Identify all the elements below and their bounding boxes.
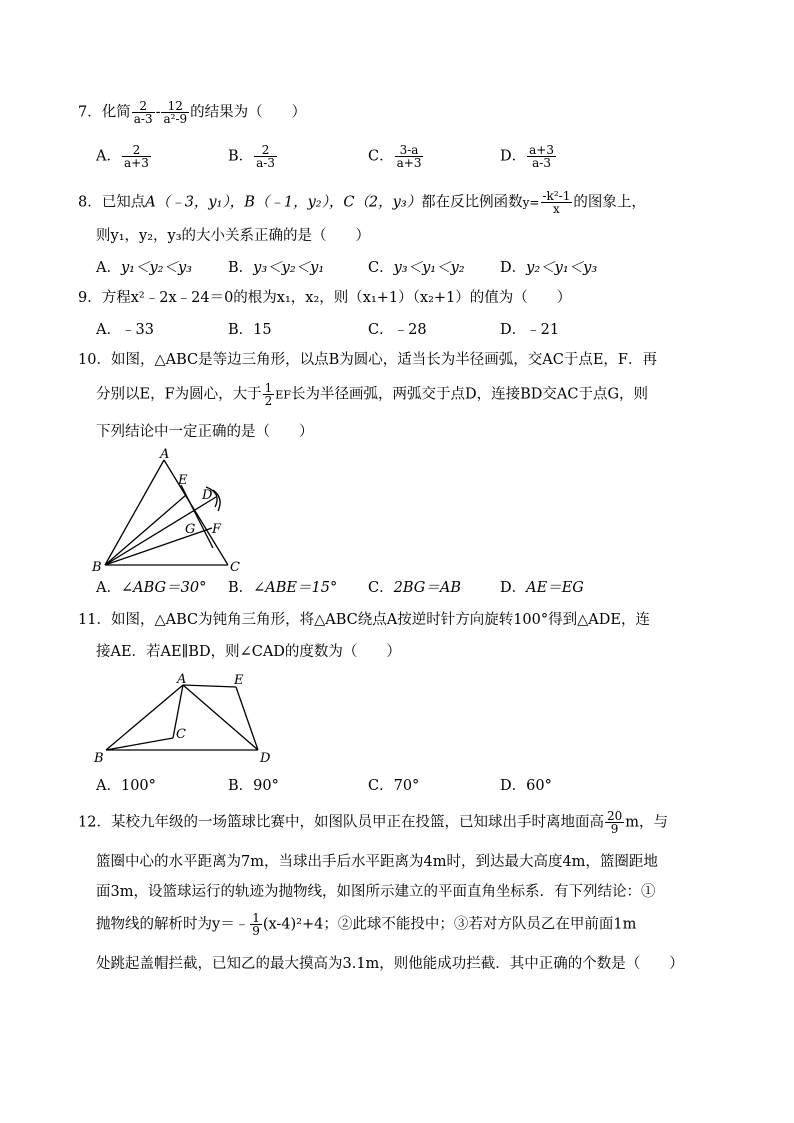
- q8-option-c: C．y₃＜y₁＜y₂: [368, 260, 465, 276]
- question-12-line-2: 篮圈中心的水平距离为7m，当球出手后水平距离为4m时，到达最大高度4m，篮圈距地: [96, 854, 658, 870]
- fraction: $\frac{\text{-k²-1}}{x}$: [542, 189, 571, 216]
- question-12-line-3: 面3m，设篮球运行的轨迹为抛物线，如图所示建立的平面直角坐标系．有下列结论：①: [96, 884, 656, 900]
- label-c: C: [176, 727, 186, 742]
- q10-option-d: D．AE＝EG: [500, 580, 584, 596]
- side-ab: [106, 685, 183, 750]
- question-11: [78, 610, 650, 630]
- question-10-line-2: 分别以E，F为圆心，大于 $\frac{1}{2}$ EF长为半径画弧，两弧交于点D，连接BD交AC于点G，则: [96, 381, 649, 408]
- segment-bd: [105, 497, 216, 565]
- q11-option-a: A．100°: [96, 778, 156, 794]
- fraction: $\frac{1}{9}$: [252, 911, 260, 938]
- q11-figure: [88, 670, 278, 770]
- question-number: 10．: [78, 352, 111, 368]
- label-d: D: [260, 751, 271, 766]
- fraction: $\frac{2}{a-3}$: [133, 99, 153, 126]
- q9-option-b: B．15: [228, 322, 272, 338]
- q7-option-b: B． $\frac{2}{a-3}$: [228, 143, 275, 170]
- side-bc: [106, 738, 173, 750]
- segment-be: [105, 495, 186, 565]
- question-text: 如图，△ABC为钝角三角形，将△ABC绕点A按逆时针方向旋转100°得到△ADE，连: [110, 612, 650, 628]
- label-f: F: [212, 522, 222, 537]
- question-7: 7．化简 $\frac{2}{a-3}$ - $\frac{12}{\text{a²-9}}$ 的结果为（ ）: [78, 99, 307, 126]
- label-d: D: [202, 488, 213, 503]
- q10-option-a: A．∠ABG＝30°: [96, 580, 207, 596]
- question-number: 11．: [78, 612, 111, 628]
- question-number: 12．: [78, 814, 111, 831]
- q7-option-a: A． $\frac{2}{a+3}$: [96, 143, 149, 170]
- label-c: C: [230, 560, 240, 573]
- question-12-line-5: 处跳起盖帽拦截，已知乙的最大摸高为3.1m，则他能成功拦截．其中正确的个数是（ ）: [96, 956, 684, 972]
- question-10: [78, 350, 657, 370]
- label-g: G: [185, 522, 196, 537]
- label-e: E: [234, 673, 244, 688]
- question-10-line-3: 下列结论中一定正确的是（ ）: [96, 424, 314, 440]
- fraction: $\frac{20}{9}$: [606, 809, 623, 836]
- q8-option-d: D．y₂＜y₁＜y₃: [500, 260, 598, 276]
- question-number: 9．: [78, 290, 102, 306]
- fraction: $\frac{1}{2}$: [264, 381, 273, 408]
- label-b: B: [92, 560, 102, 573]
- question-number: 8．: [78, 194, 102, 211]
- q10-option-b: B．∠ABE＝15°: [228, 580, 338, 596]
- q7-option-d: D． $\frac{a+3}{a-3}$: [500, 143, 554, 170]
- q9-option-a: A．﹣33: [96, 322, 154, 338]
- question-9: [78, 288, 571, 308]
- question-text: 方程x²﹣2x﹣24＝0的根为x₁，x₂，则（x₁+1）（x₂+1）的值为（ ）: [101, 290, 572, 306]
- side-ab: [105, 460, 164, 565]
- fraction: $\frac{12}{\text{a²-9}}$: [163, 99, 188, 126]
- question-text: 的结果为（ ）: [190, 104, 307, 121]
- q11-option-c: C．70°: [368, 778, 420, 794]
- segment-bf: [105, 528, 212, 565]
- q10-option-c: C．2BG＝AB: [368, 580, 461, 596]
- label-a: A: [177, 672, 187, 687]
- q11-option-d: D．60°: [500, 778, 552, 794]
- q10-figure: [88, 445, 248, 573]
- q9-option-d: D．﹣21: [500, 322, 560, 338]
- question-8-line-2: 则y₁，y₂，y₃的大小关系正确的是（ ）: [96, 228, 371, 244]
- q11-option-b: B．90°: [228, 778, 279, 794]
- q7-option-c: C． $\frac{3-a}{a+3}$: [368, 143, 422, 170]
- question-12: 12．某校九年级的一场篮球比赛中，如图队员甲正在投篮，已知球出手时离地面高 $\frac{20}{9}$ m，与: [78, 809, 668, 836]
- question-text: 化简: [101, 104, 131, 121]
- label-a: A: [160, 447, 170, 462]
- segment-ae: [183, 685, 236, 687]
- q8-option-a: A．y₁＜y₂＜y₃: [96, 260, 192, 276]
- question-number: 7．: [78, 104, 102, 121]
- question-11-line-2: 接AE．若AE∥BD，则∠CAD的度数为（ ）: [96, 644, 401, 660]
- label-e: E: [178, 473, 188, 488]
- label-b: B: [94, 751, 104, 766]
- question-8: 8．已知点A（﹣3，y₁），B（﹣1，y₂），C（2，y₃）都在反比例函数y= $\frac{\text{-k²-1}}{x}$ 的图象上，: [78, 189, 646, 216]
- question-text: 如图，△ABC是等边三角形，以点B为圆心，适当长为半径画弧，交AC于点E，F．再: [110, 352, 657, 368]
- side-ac: [164, 460, 228, 565]
- q9-option-c: C．﹣28: [368, 322, 427, 338]
- question-12-line-4: 抛物线的解析时为y＝﹣ $\frac{1}{9}$ (x-4)²+4；②此球不能投中；③若对方队员乙在甲前面1m: [96, 911, 637, 938]
- q8-option-b: B．y₃＜y₂＜y₁: [228, 260, 325, 276]
